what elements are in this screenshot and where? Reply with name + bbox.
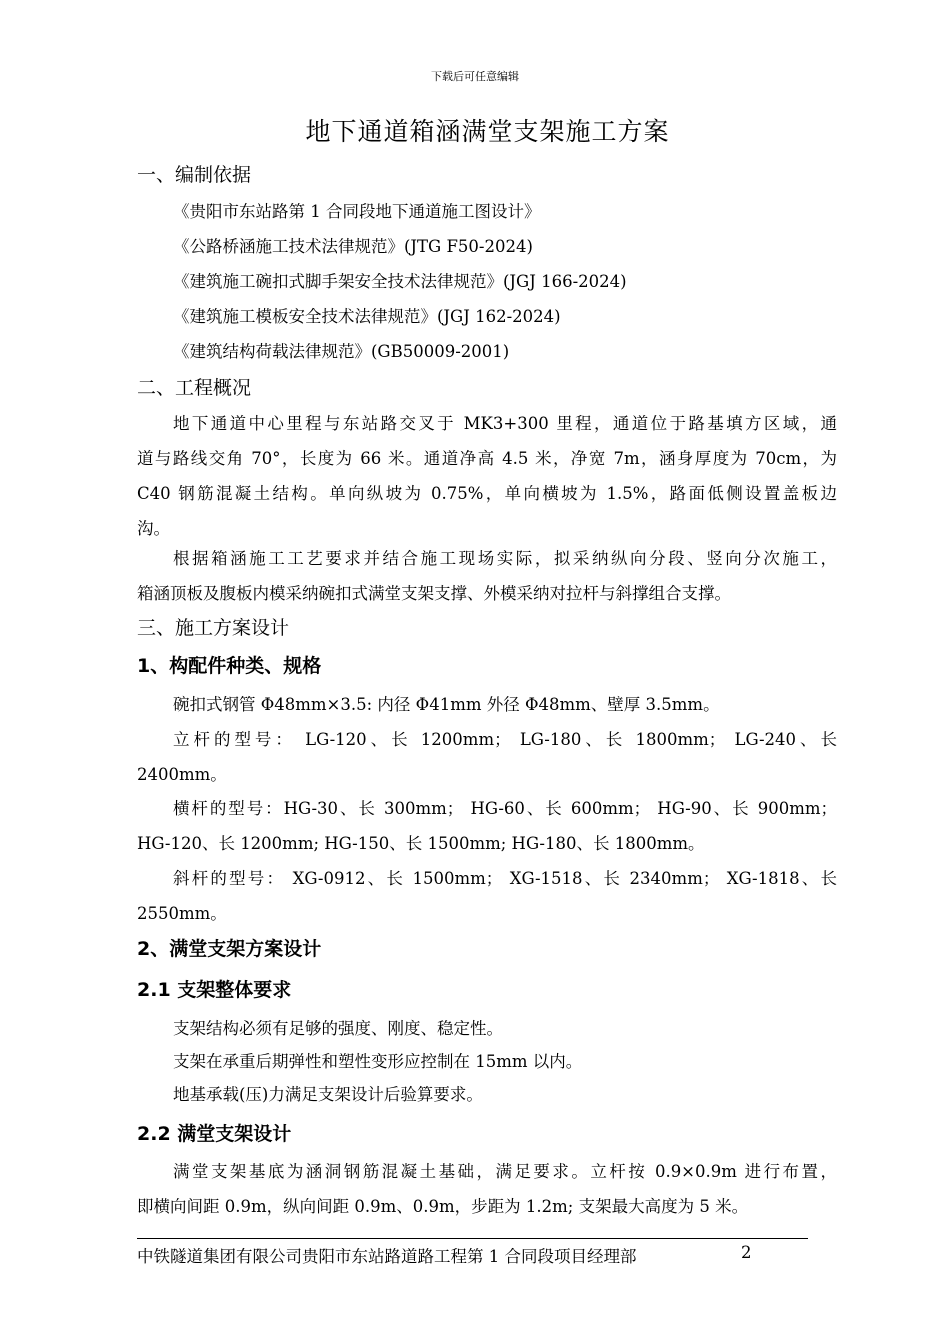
upright-spec-line-2: 2400mm。 [137, 765, 227, 784]
crossbar-spec-line-1: 横杆的型号：HG-30、长 300mm； HG-60、长 600mm； HG-90、长 900mm； [173, 799, 837, 818]
reference-1: 《贵阳市东站路第 1 合同段地下通道施工图设计》 [173, 202, 541, 221]
upright-spec-line-1: 立杆的型号： LG-120、长 1200mm； LG-180、长 1800mm； LG-240、长 [173, 730, 837, 749]
overview-line-4: 沟。 [137, 519, 170, 538]
overview-line-3: C40 钢筋混凝土结构。单向纵坡为 0.75%，单向横坡为 1.5%，路面低侧设置盖板边 [137, 484, 837, 503]
overview-line-2: 道与路线交角 70°，长度为 66 米。通道净高 4.5 米，净宽 7m，涵身厚度为 70cm，为 [137, 449, 837, 468]
requirement-3: 地基承载(压)力满足支架设计后验算要求。 [173, 1085, 483, 1104]
reference-2: 《公路桥涵施工技术法律规范》(JTG F50-2024) [173, 237, 533, 256]
reference-5: 《建筑结构荷载法律规范》(GB50009-2001) [173, 342, 510, 361]
footer-text: 中铁隧道集团有限公司贵阳市东站路道路工程第 1 合同段项目经理部 [137, 1247, 637, 1266]
section-3-heading: 三、施工方案设计 [137, 617, 290, 639]
diagonal-spec-line-1: 斜杆的型号： XG-0912、长 1500mm； XG-1518、长 2340mm； XG-1818、长 [173, 869, 837, 888]
subsection-2-2-heading: 2.2 满堂支架设计 [137, 1123, 292, 1145]
subsection-1-heading: 1、构配件种类、规格 [137, 655, 322, 677]
diagonal-spec-line-2: 2550mm。 [137, 904, 227, 923]
section-1-heading: 一、编制依据 [137, 164, 252, 186]
reference-4: 《建筑施工模板安全技术法律规范》(JGJ 162-2024) [173, 307, 561, 326]
design-line-1: 满堂支架基底为涵洞钢筋混凝土基础，满足要求。立杆按 0.9×0.9m 进行布置， [173, 1162, 837, 1181]
header-note: 下载后可任意编辑 [431, 70, 519, 83]
section-2-heading: 二、工程概况 [137, 377, 252, 399]
method-line-2: 箱涵顶板及腹板内模采纳碗扣式满堂支架支撑、外模采纳对拉杆与斜撑组合支撑。 [137, 584, 731, 603]
page-number: 2 [741, 1243, 752, 1262]
document-title: 地下通道箱涵满堂支架施工方案 [305, 117, 670, 146]
subsection-2-heading: 2、满堂支架方案设计 [137, 938, 322, 960]
requirement-2: 支架在承重后期弹性和塑性变形应控制在 15mm 以内。 [173, 1052, 583, 1071]
reference-3: 《建筑施工碗扣式脚手架安全技术法律规范》(JGJ 166-2024) [173, 272, 627, 291]
design-line-2: 即横向间距 0.9m，纵向间距 0.9m、0.9m，步距为 1.2m; 支架最大高度为 5 米。 [137, 1197, 749, 1216]
crossbar-spec-line-2: HG-120、长 1200mm; HG-150、长 1500mm; HG-180、长 1800mm。 [137, 834, 705, 853]
subsection-2-1-heading: 2.1 支架整体要求 [137, 979, 292, 1001]
overview-line-1: 地下通道中心里程与东站路交叉于 MK3+300 里程，通道位于路基填方区域，通 [173, 414, 837, 433]
footer-rule [137, 1238, 808, 1239]
method-line-1: 根据箱涵施工工艺要求并结合施工现场实际，拟采纳纵向分段、竖向分次施工， [173, 549, 837, 568]
requirement-1: 支架结构必须有足够的强度、刚度、稳定性。 [173, 1019, 503, 1038]
pipe-spec: 碗扣式钢管 Φ48mm×3.5: 内径 Φ41mm 外径 Φ48mm、壁厚 3.5mm。 [173, 695, 720, 714]
